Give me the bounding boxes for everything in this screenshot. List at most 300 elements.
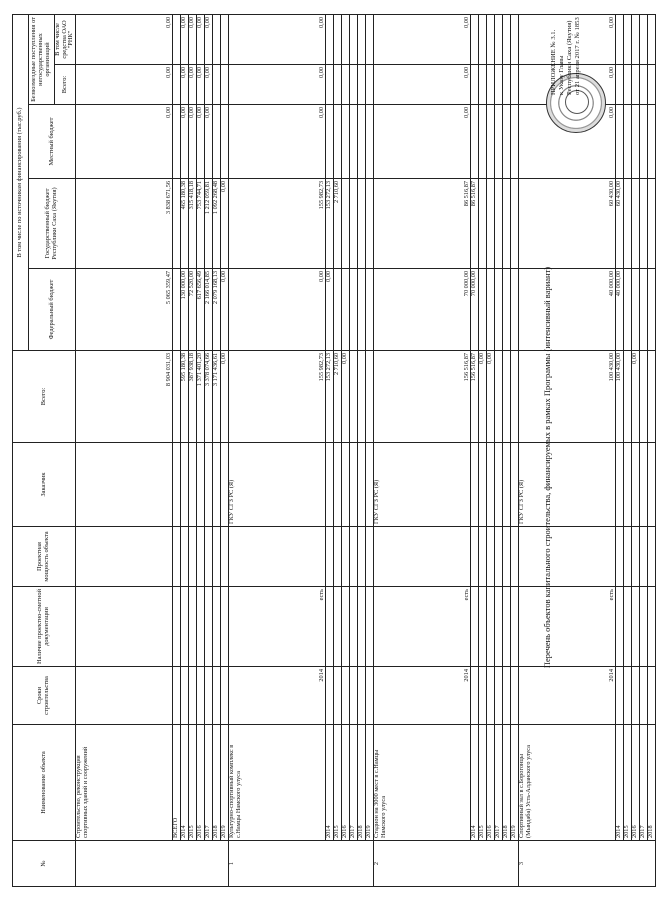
cell-empty — [197, 527, 205, 587]
cell-federal — [511, 269, 519, 351]
cell-customer: ГКУ СГЗ РС (Я) — [519, 443, 616, 527]
cell-year: 2017 — [495, 725, 503, 841]
cell-federal — [648, 269, 656, 351]
cell-federal: 0,00 — [326, 269, 334, 351]
cell-gr-total — [221, 65, 229, 105]
cell-local: 0,00 — [374, 105, 471, 179]
cell-empty — [181, 587, 189, 667]
cell-empty — [511, 587, 519, 667]
cell-federal — [358, 269, 366, 351]
cell-empty — [221, 587, 229, 667]
cell-empty — [221, 527, 229, 587]
cell-name: Спортивный зал в с.Борогонцы (Мындаба) Усть-Алданского улуса — [519, 725, 616, 841]
cell-empty — [358, 443, 366, 527]
cell-federal — [487, 269, 495, 351]
year-row — [205, 14, 213, 886]
cell-federal — [632, 269, 640, 351]
cell-gr-total: 0,00 — [374, 65, 471, 105]
cell-total: 595 180,38 — [181, 351, 189, 443]
year-row — [197, 14, 205, 886]
cell-local — [334, 105, 342, 179]
cell-state — [624, 179, 632, 269]
cell-gr-total — [350, 65, 358, 105]
cell-year: 2019 — [221, 725, 229, 841]
cell-gr-total — [358, 65, 366, 105]
cell-empty — [616, 587, 624, 667]
cell-local: 0,00 — [181, 105, 189, 179]
cell-state: 60 430,00 — [519, 179, 616, 269]
cell-federal: 70 000,00 — [374, 269, 471, 351]
cell-empty — [640, 527, 648, 587]
cell-empty — [495, 667, 503, 725]
cell-total: 155 982,73 — [229, 351, 326, 443]
year-row — [479, 14, 487, 886]
landscape-page — [4, 5, 655, 895]
cell-gr-total: 0,00 — [197, 65, 205, 105]
cell-term: 2014 — [229, 667, 326, 725]
cell-empty — [350, 667, 358, 725]
cell-term: 2014 — [519, 667, 616, 725]
stamp-line: ПРИЛОЖЕНИЕ № 3.1. — [550, 29, 557, 95]
cell-empty — [479, 443, 487, 527]
header-gratuitous-total: Всего: — [55, 65, 76, 105]
cell-gr-total — [648, 65, 656, 105]
cell-year: 2015 — [479, 725, 487, 841]
cell-total: 3 171 436,61 — [213, 351, 221, 443]
cell-empty — [471, 667, 479, 725]
cell-empty — [366, 587, 374, 667]
cell-empty — [616, 527, 624, 587]
year-row — [181, 14, 189, 886]
cell-empty — [632, 527, 640, 587]
cell-gr-rnk — [487, 14, 495, 64]
cell-federal: 40 000,00 — [519, 269, 616, 351]
cell-federal: 40 000,00 — [616, 269, 624, 351]
cell-empty — [487, 443, 495, 527]
cell-empty — [366, 667, 374, 725]
cell-name: Культурно-спортивный комплекс в с.Намцы Намского улуса — [229, 725, 326, 841]
cell-num: 3 — [519, 841, 656, 887]
header-funding-group: В том числе по источникам финансирования (тыс.руб.) — [13, 14, 29, 350]
cell-gr-rnk — [213, 14, 221, 64]
cell-federal: 2 166 014,85 — [205, 269, 213, 351]
header-federal: Федеральный бюджет — [29, 269, 76, 351]
cell-empty — [616, 667, 624, 725]
cell-capacity — [76, 527, 173, 587]
cell-empty — [326, 527, 334, 587]
cell-local — [471, 105, 479, 179]
page-title: Перечень объектов капитального строительства, финансируемых в рамках Программы (интенсивный вариант) — [542, 266, 552, 669]
cell-gr-total — [640, 65, 648, 105]
cell-empty — [640, 667, 648, 725]
cell-federal — [624, 269, 632, 351]
cell-total: 0,00 — [342, 351, 350, 443]
cell-empty — [632, 587, 640, 667]
cell-empty — [616, 443, 624, 527]
cell-empty — [181, 527, 189, 587]
cell-year: 2014 — [471, 725, 479, 841]
header-name: Наименование объекта — [13, 725, 76, 841]
cell-empty — [495, 527, 503, 587]
cell-empty — [173, 443, 181, 527]
cell-gr-rnk — [479, 14, 487, 64]
cell-federal: 5 065 359,47 — [76, 269, 173, 351]
cell-empty — [350, 587, 358, 667]
cell-gr-total — [334, 65, 342, 105]
cell-empty — [648, 587, 656, 667]
cell-empty — [326, 443, 334, 527]
header-term: Сроки строительства — [13, 667, 76, 725]
cell-local: 0,00 — [229, 105, 326, 179]
cell-name: Строительство, реконструкция спортивных зданий и сооружений — [76, 725, 173, 841]
cell-year: 2018 — [503, 725, 511, 841]
cell-capacity — [374, 527, 471, 587]
cell-empty — [221, 667, 229, 725]
header-state: Государственный бюджет Республики Саха (Якутия) — [29, 179, 76, 269]
cell-state — [503, 179, 511, 269]
cell-docs: есть — [519, 587, 616, 667]
cell-num — [76, 841, 229, 887]
cell-empty — [173, 527, 181, 587]
cell-local: 0,00 — [76, 105, 173, 179]
cell-gr-rnk — [648, 14, 656, 64]
cell-customer: ГКУ СГЗ РС (Я) — [229, 443, 326, 527]
cell-empty — [173, 667, 181, 725]
cell-year: 2015 — [624, 725, 632, 841]
cell-empty — [366, 527, 374, 587]
cell-empty — [640, 443, 648, 527]
cell-local — [503, 105, 511, 179]
cell-federal — [503, 269, 511, 351]
cell-local — [487, 105, 495, 179]
year-row — [173, 14, 181, 886]
cell-state: 465 180,38 — [181, 179, 189, 269]
cell-empty — [503, 667, 511, 725]
cell-customer — [76, 443, 173, 527]
cell-gr-rnk — [640, 14, 648, 64]
cell-gr-total — [342, 65, 350, 105]
cell-year: 2014 — [616, 725, 624, 841]
cell-empty — [648, 527, 656, 587]
object-row — [519, 14, 616, 886]
cell-state — [632, 179, 640, 269]
cell-federal — [334, 269, 342, 351]
cell-state: 753 744,71 — [197, 179, 205, 269]
cell-total — [648, 351, 656, 443]
year-row — [495, 14, 503, 886]
cell-local — [648, 105, 656, 179]
header-customer: Заказчик — [13, 443, 76, 527]
cell-total: 0,00 — [487, 351, 495, 443]
cell-empty — [479, 667, 487, 725]
cell-gr-rnk — [350, 14, 358, 64]
cell-gr-total: 0,00 — [205, 65, 213, 105]
cell-empty — [213, 587, 221, 667]
cell-year: 2015 — [189, 725, 197, 841]
cell-local — [350, 105, 358, 179]
year-row — [624, 14, 632, 886]
cell-total: 153 272,13 — [326, 351, 334, 443]
cell-gr-rnk — [221, 14, 229, 64]
cell-state: 315 418,18 — [189, 179, 197, 269]
cell-gr-rnk: 0,00 — [189, 14, 197, 64]
cell-state — [487, 179, 495, 269]
cell-local — [640, 105, 648, 179]
cell-total: 1 371 401,20 — [197, 351, 205, 443]
cell-empty — [495, 587, 503, 667]
cell-year: 2019 — [366, 725, 374, 841]
header-gratuitous: Безвозмездные поступления от негосударственных организаций — [29, 14, 55, 104]
cell-empty — [503, 443, 511, 527]
cell-gr-total: 0,00 — [229, 65, 326, 105]
cell-state: 86 516,87 — [471, 179, 479, 269]
object-row — [76, 14, 173, 886]
header-docs: Наличие проектно-сметной документации — [13, 587, 76, 667]
cell-empty — [334, 587, 342, 667]
cell-gr-total: 0,00 — [181, 65, 189, 105]
stamp-line: от 21 апреля 2017 г. № 1853 — [573, 17, 581, 95]
cell-state — [350, 179, 358, 269]
cell-state: 3 838 671,56 — [76, 179, 173, 269]
cell-empty — [213, 527, 221, 587]
cell-empty — [189, 527, 197, 587]
cell-total: 156 516,87 — [374, 351, 471, 443]
cell-gr-rnk: 0,00 — [197, 14, 205, 64]
year-row — [358, 14, 366, 886]
cell-local — [221, 105, 229, 179]
cell-year: 2014 — [326, 725, 334, 841]
cell-gr-total — [479, 65, 487, 105]
cell-local — [366, 105, 374, 179]
cell-docs: есть — [374, 587, 471, 667]
cell-empty — [624, 667, 632, 725]
cell-state — [479, 179, 487, 269]
header-total: Всего: — [13, 351, 76, 443]
cell-state: 153 272,13 — [326, 179, 334, 269]
cell-empty — [358, 527, 366, 587]
cell-empty — [624, 587, 632, 667]
stamp-text — [550, 5, 582, 95]
cell-total: 156 516,87 — [471, 351, 479, 443]
cell-year: 2015 — [334, 725, 342, 841]
cell-gr-total — [213, 65, 221, 105]
cell-empty — [326, 587, 334, 667]
cell-local — [511, 105, 519, 179]
cell-year: 2016 — [487, 725, 495, 841]
cell-year: 2016 — [197, 725, 205, 841]
cell-state: 1 212 059,81 — [205, 179, 213, 269]
year-row — [213, 14, 221, 886]
cell-empty — [487, 587, 495, 667]
cell-state: 60 430,00 — [616, 179, 624, 269]
cell-gr-rnk — [358, 14, 366, 64]
cell-empty — [205, 443, 213, 527]
cell-empty — [511, 667, 519, 725]
cell-empty — [350, 443, 358, 527]
cell-gr-total — [511, 65, 519, 105]
cell-total — [503, 351, 511, 443]
cell-empty — [495, 443, 503, 527]
cell-empty — [503, 587, 511, 667]
cell-gr-rnk — [503, 14, 511, 64]
cell-empty — [471, 587, 479, 667]
cell-local: 0,00 — [519, 105, 616, 179]
cell-year: 2016 — [342, 725, 350, 841]
cell-gr-rnk — [334, 14, 342, 64]
cell-total — [640, 351, 648, 443]
cell-federal: 0,00 — [229, 269, 326, 351]
cell-empty — [471, 443, 479, 527]
header-num: № — [13, 841, 76, 887]
object-row — [374, 14, 471, 886]
cell-year: ВСЕГО — [173, 725, 181, 841]
cell-year: 2018 — [358, 725, 366, 841]
cell-total: 0,00 — [479, 351, 487, 443]
cell-empty — [358, 667, 366, 725]
cell-empty — [326, 667, 334, 725]
cell-empty — [197, 667, 205, 725]
cell-state: 86 516,87 — [374, 179, 471, 269]
cell-empty — [213, 667, 221, 725]
cell-gr-rnk: 0,00 — [374, 14, 471, 64]
year-row — [487, 14, 495, 886]
cell-total: 0,00 — [632, 351, 640, 443]
cell-empty — [624, 527, 632, 587]
cell-empty — [640, 587, 648, 667]
cell-empty — [487, 667, 495, 725]
cell-state — [648, 179, 656, 269]
cell-gr-rnk — [511, 14, 519, 64]
header-capacity: Проектная мощность объекта — [13, 527, 76, 587]
cell-local — [479, 105, 487, 179]
cell-num: 1 — [229, 841, 374, 887]
cell-total — [495, 351, 503, 443]
cell-empty — [479, 527, 487, 587]
cell-empty — [205, 527, 213, 587]
cell-year: 2017 — [350, 725, 358, 841]
cell-state — [342, 179, 350, 269]
cell-gr-rnk — [495, 14, 503, 64]
cell-local — [495, 105, 503, 179]
cell-docs — [76, 587, 173, 667]
stamp-line: к Указу Главы — [557, 55, 565, 95]
cell-federal — [366, 269, 374, 351]
cell-gr-rnk — [326, 14, 334, 64]
cell-total — [366, 351, 374, 443]
cell-empty — [334, 667, 342, 725]
cell-state: 155 982,73 — [229, 179, 326, 269]
year-row — [342, 14, 350, 886]
cell-federal — [350, 269, 358, 351]
cell-customer: ГКУ СГЗ РС (Я) — [374, 443, 471, 527]
cell-federal — [479, 269, 487, 351]
cell-empty — [487, 527, 495, 587]
cell-empty — [197, 587, 205, 667]
cell-state — [358, 179, 366, 269]
cell-empty — [189, 587, 197, 667]
cell-total — [350, 351, 358, 443]
cell-local — [358, 105, 366, 179]
cell-state — [640, 179, 648, 269]
cell-state — [495, 179, 503, 269]
cell-gr-rnk — [366, 14, 374, 64]
cell-local — [326, 105, 334, 179]
cell-federal: 130 000,00 — [181, 269, 189, 351]
cell-state: 1 092 268,48 — [213, 179, 221, 269]
cell-empty — [205, 587, 213, 667]
cell-empty — [648, 443, 656, 527]
cell-federal — [640, 269, 648, 351]
cell-gr-total: 0,00 — [189, 65, 197, 105]
cell-empty — [350, 527, 358, 587]
funding-table — [12, 14, 656, 887]
cell-federal: 70 000,00 — [471, 269, 479, 351]
cell-gr-total — [326, 65, 334, 105]
cell-year: 2019 — [511, 725, 519, 841]
header-local: Местный бюджет — [29, 105, 76, 179]
year-row — [648, 14, 656, 886]
cell-year: 2014 — [181, 725, 189, 841]
cell-num: 2 — [374, 841, 519, 887]
cell-total: 2 710,60 — [334, 351, 342, 443]
cell-empty — [342, 527, 350, 587]
cell-docs: есть — [229, 587, 326, 667]
header-gratuitous-rnk: В том числе средства ОАО "РНК" — [55, 14, 76, 64]
cell-gr-rnk: 0,00 — [519, 14, 616, 64]
year-row — [189, 14, 197, 886]
cell-gr-rnk — [471, 14, 479, 64]
cell-empty — [511, 527, 519, 587]
cell-local — [213, 105, 221, 179]
cell-empty — [181, 667, 189, 725]
cell-state: 2 710,60 — [334, 179, 342, 269]
cell-total — [624, 351, 632, 443]
cell-year: 2016 — [632, 725, 640, 841]
cell-empty — [213, 443, 221, 527]
stamp-line: Республики Саха (Якутия) — [565, 20, 573, 95]
cell-term — [76, 667, 173, 725]
cell-federal: 617 656,49 — [197, 269, 205, 351]
cell-total: 8 904 031,03 — [76, 351, 173, 443]
cell-federal — [342, 269, 350, 351]
cell-term: 2014 — [374, 667, 471, 725]
cell-empty — [632, 443, 640, 527]
cell-gr-total: 0,00 — [519, 65, 616, 105]
funding-table-body — [76, 14, 656, 886]
cell-empty — [173, 587, 181, 667]
cell-gr-rnk: 0,00 — [205, 14, 213, 64]
cell-total — [511, 351, 519, 443]
cell-name: Стадион на 3000 мест в с.Намцы Намского улуса — [374, 725, 471, 841]
cell-federal: 0,00 — [221, 269, 229, 351]
cell-total: 0,00 — [221, 351, 229, 443]
cell-empty — [342, 667, 350, 725]
cell-total: 100 430,00 — [616, 351, 624, 443]
cell-gr-rnk: 0,00 — [229, 14, 326, 64]
cell-empty — [624, 443, 632, 527]
cell-empty — [632, 667, 640, 725]
cell-gr-rnk — [342, 14, 350, 64]
cell-total — [358, 351, 366, 443]
cell-local: 0,00 — [205, 105, 213, 179]
cell-total: 387 938,18 — [189, 351, 197, 443]
cell-state: 0,00 — [221, 179, 229, 269]
object-row — [229, 14, 326, 886]
cell-empty — [503, 527, 511, 587]
cell-gr-total — [503, 65, 511, 105]
cell-total: 3 378 074,66 — [205, 351, 213, 443]
cell-empty — [181, 443, 189, 527]
